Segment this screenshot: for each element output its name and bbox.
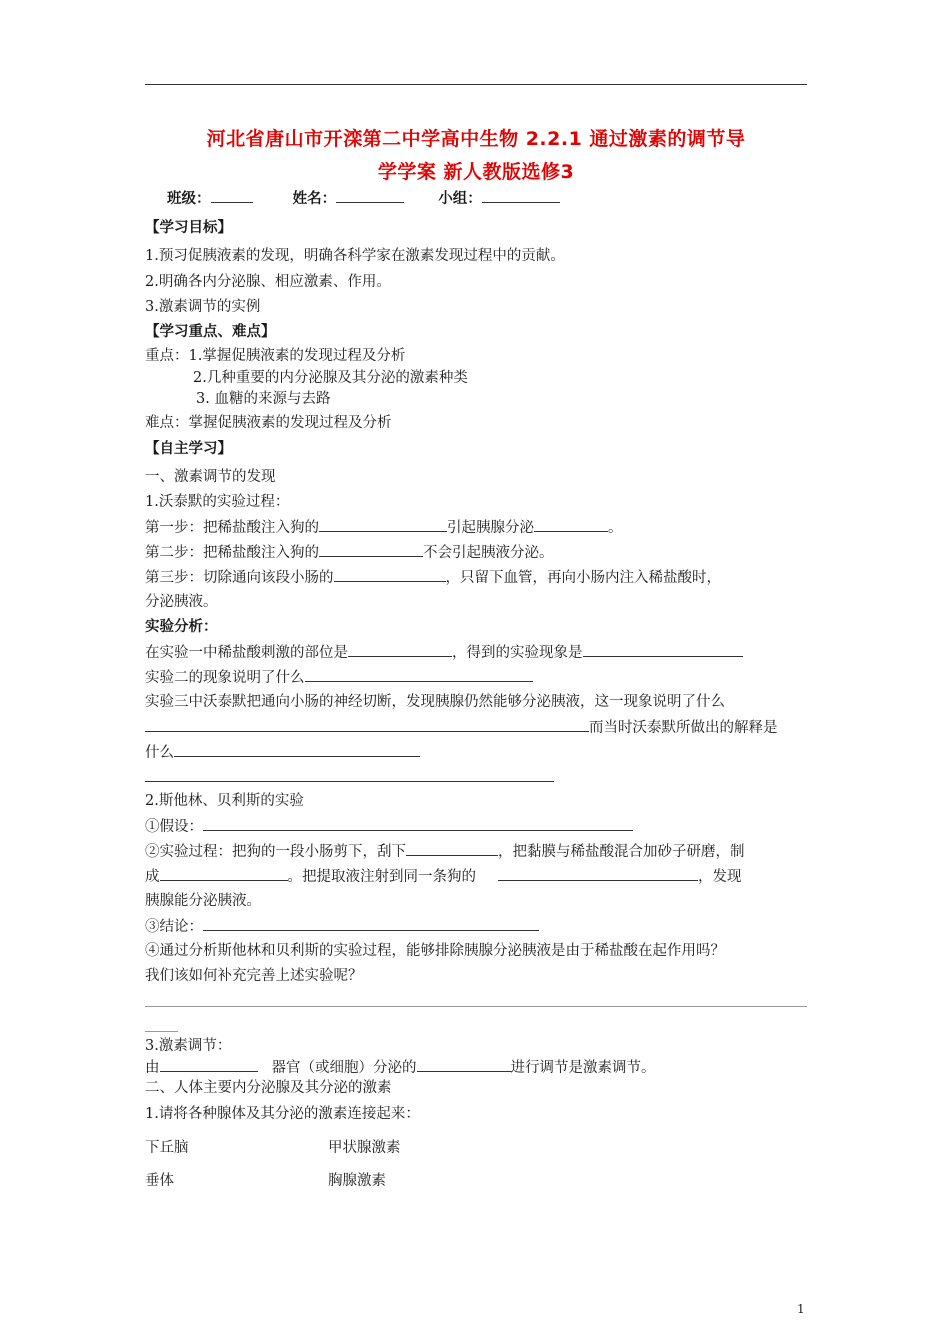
goal-item: 1.预习促胰液素的发现，明确各科学家在激素发现过程中的贡献。 <box>145 248 565 264</box>
analysis-q3-cont: 而当时沃泰默所做出的解释是 <box>145 717 778 738</box>
analysis-q1: 在实验一中稀盐酸刺激的部位是 ，得到的实验现象是 <box>145 642 743 663</box>
analysis-heading: 实验分析： <box>145 619 218 635</box>
gland-hypothalamus[interactable]: 下丘脑 <box>145 1140 189 1156</box>
procedure-blank-1[interactable] <box>406 841 498 856</box>
conclusion: ③结论： <box>145 916 539 937</box>
class-blank[interactable] <box>211 188 253 203</box>
group-label: 小组： <box>438 191 482 207</box>
section-2-title: 二、人体主要内分泌腺及其分泌的激素 <box>145 1080 392 1096</box>
document-title-line2: 学学案 新人教版选修3 <box>377 161 575 183</box>
hormone-thyroid[interactable]: 甲状腺激素 <box>328 1140 401 1156</box>
step-3-cont: 分泌胰液。 <box>145 594 218 610</box>
conclusion-blank[interactable] <box>203 916 539 931</box>
self-study-heading: 【自主学习】 <box>145 441 232 457</box>
hormone-thymus[interactable]: 胸腺激素 <box>328 1173 386 1189</box>
regulation-blank-1[interactable] <box>160 1057 258 1072</box>
name-blank[interactable] <box>336 188 404 203</box>
hormone-regulation-title: 3.激素调节： <box>145 1038 232 1054</box>
hypothesis-blank[interactable] <box>203 816 633 831</box>
key-point-1: 重点：1.掌握促胰液素的发现过程及分析 <box>145 348 406 364</box>
step-3: 第三步：切除通向该段小肠的 ，只留下血管，再向小肠内注入稀盐酸时， <box>145 567 721 588</box>
key-point-2: 2.几种重要的内分泌腺及其分泌的激素种类 <box>193 370 468 386</box>
experiment-1-title: 1.沃泰默的实验过程： <box>145 494 290 510</box>
step2-blank[interactable] <box>319 542 423 557</box>
document-title-line1: 河北省唐山市开滦第二中学高中生物 2.2.1 通过激素的调节导 <box>206 128 746 150</box>
key-point-3: 3. 血糖的来源与去路 <box>196 391 331 407</box>
analysis-q2: 实验二的现象说明了什么 <box>145 667 533 688</box>
section-1-title: 一、激素调节的发现 <box>145 469 276 485</box>
group-blank[interactable] <box>482 188 560 203</box>
gland-pituitary[interactable]: 垂体 <box>145 1173 174 1189</box>
key-heading: 【学习重点、难点】 <box>145 324 276 340</box>
analysis-q2-blank[interactable] <box>305 667 533 682</box>
difficulty: 难点：掌握促胰液素的发现过程及分析 <box>145 415 392 431</box>
analysis-q3-blank[interactable] <box>145 717 589 732</box>
analysis-q3: 实验三中沃泰默把通向小肠的神经切断，发现胰腺仍然能够分泌胰液，这一现象说明了什么 <box>145 694 725 710</box>
analysis-q3-what: 什么 <box>145 742 420 763</box>
step-1: 第一步：把稀盐酸注入狗的 引起胰腺分泌 。 <box>145 517 623 538</box>
analysis-q3-blank-2[interactable] <box>174 742 420 757</box>
step1-blank-1[interactable] <box>319 517 447 532</box>
matching-instruction: 1.请将各种腺体及其分泌的激素连接起来： <box>145 1106 420 1122</box>
experiment-2-title: 2.斯他林、贝利斯的实验 <box>145 793 304 809</box>
goals-heading: 【学习目标】 <box>145 220 232 236</box>
class-label: 班级： <box>167 191 211 207</box>
answer-line[interactable] <box>145 1006 807 1007</box>
procedure-blank-2[interactable] <box>160 866 288 881</box>
procedure-2: 成 。把提取液注射到同一条狗的 ，发现 <box>145 866 742 887</box>
info-row <box>167 188 560 209</box>
procedure-3: 胰腺能分泌胰液。 <box>145 893 261 909</box>
answer-line[interactable] <box>145 781 554 782</box>
answer-line[interactable] <box>145 1031 178 1032</box>
hormone-regulation: 由 器官（或细胞）分泌的 进行调节是激素调节。 <box>145 1057 656 1078</box>
question-4-cont: 我们该如何补充完善上述实验呢？ <box>145 968 363 984</box>
analysis-q1-blank-1[interactable] <box>348 642 452 657</box>
regulation-blank-2[interactable] <box>417 1057 511 1072</box>
step-2: 第二步：把稀盐酸注入狗的 不会引起胰液分泌。 <box>145 542 554 563</box>
goal-item: 2.明确各内分泌腺、相应激素、作用。 <box>145 274 391 290</box>
hypothesis: ①假设： <box>145 816 633 837</box>
procedure-blank-3[interactable] <box>498 866 698 881</box>
goal-item: 3.激素调节的实例 <box>145 299 261 315</box>
step3-blank[interactable] <box>334 567 446 582</box>
analysis-q1-blank-2[interactable] <box>583 642 743 657</box>
name-label: 姓名： <box>292 191 337 207</box>
step1-blank-2[interactable] <box>534 517 608 532</box>
header-rule <box>145 84 807 85</box>
question-4: ④通过分析斯他林和贝利斯的实验过程，能够排除胰腺分泌胰液是由于稀盐酸在起作用吗？ <box>145 943 725 959</box>
page-number: 1 <box>797 1302 805 1316</box>
procedure-1: ②实验过程：把狗的一段小肠剪下，刮下 ，把黏膜与稀盐酸混合加砂子研磨，制 <box>145 841 745 862</box>
